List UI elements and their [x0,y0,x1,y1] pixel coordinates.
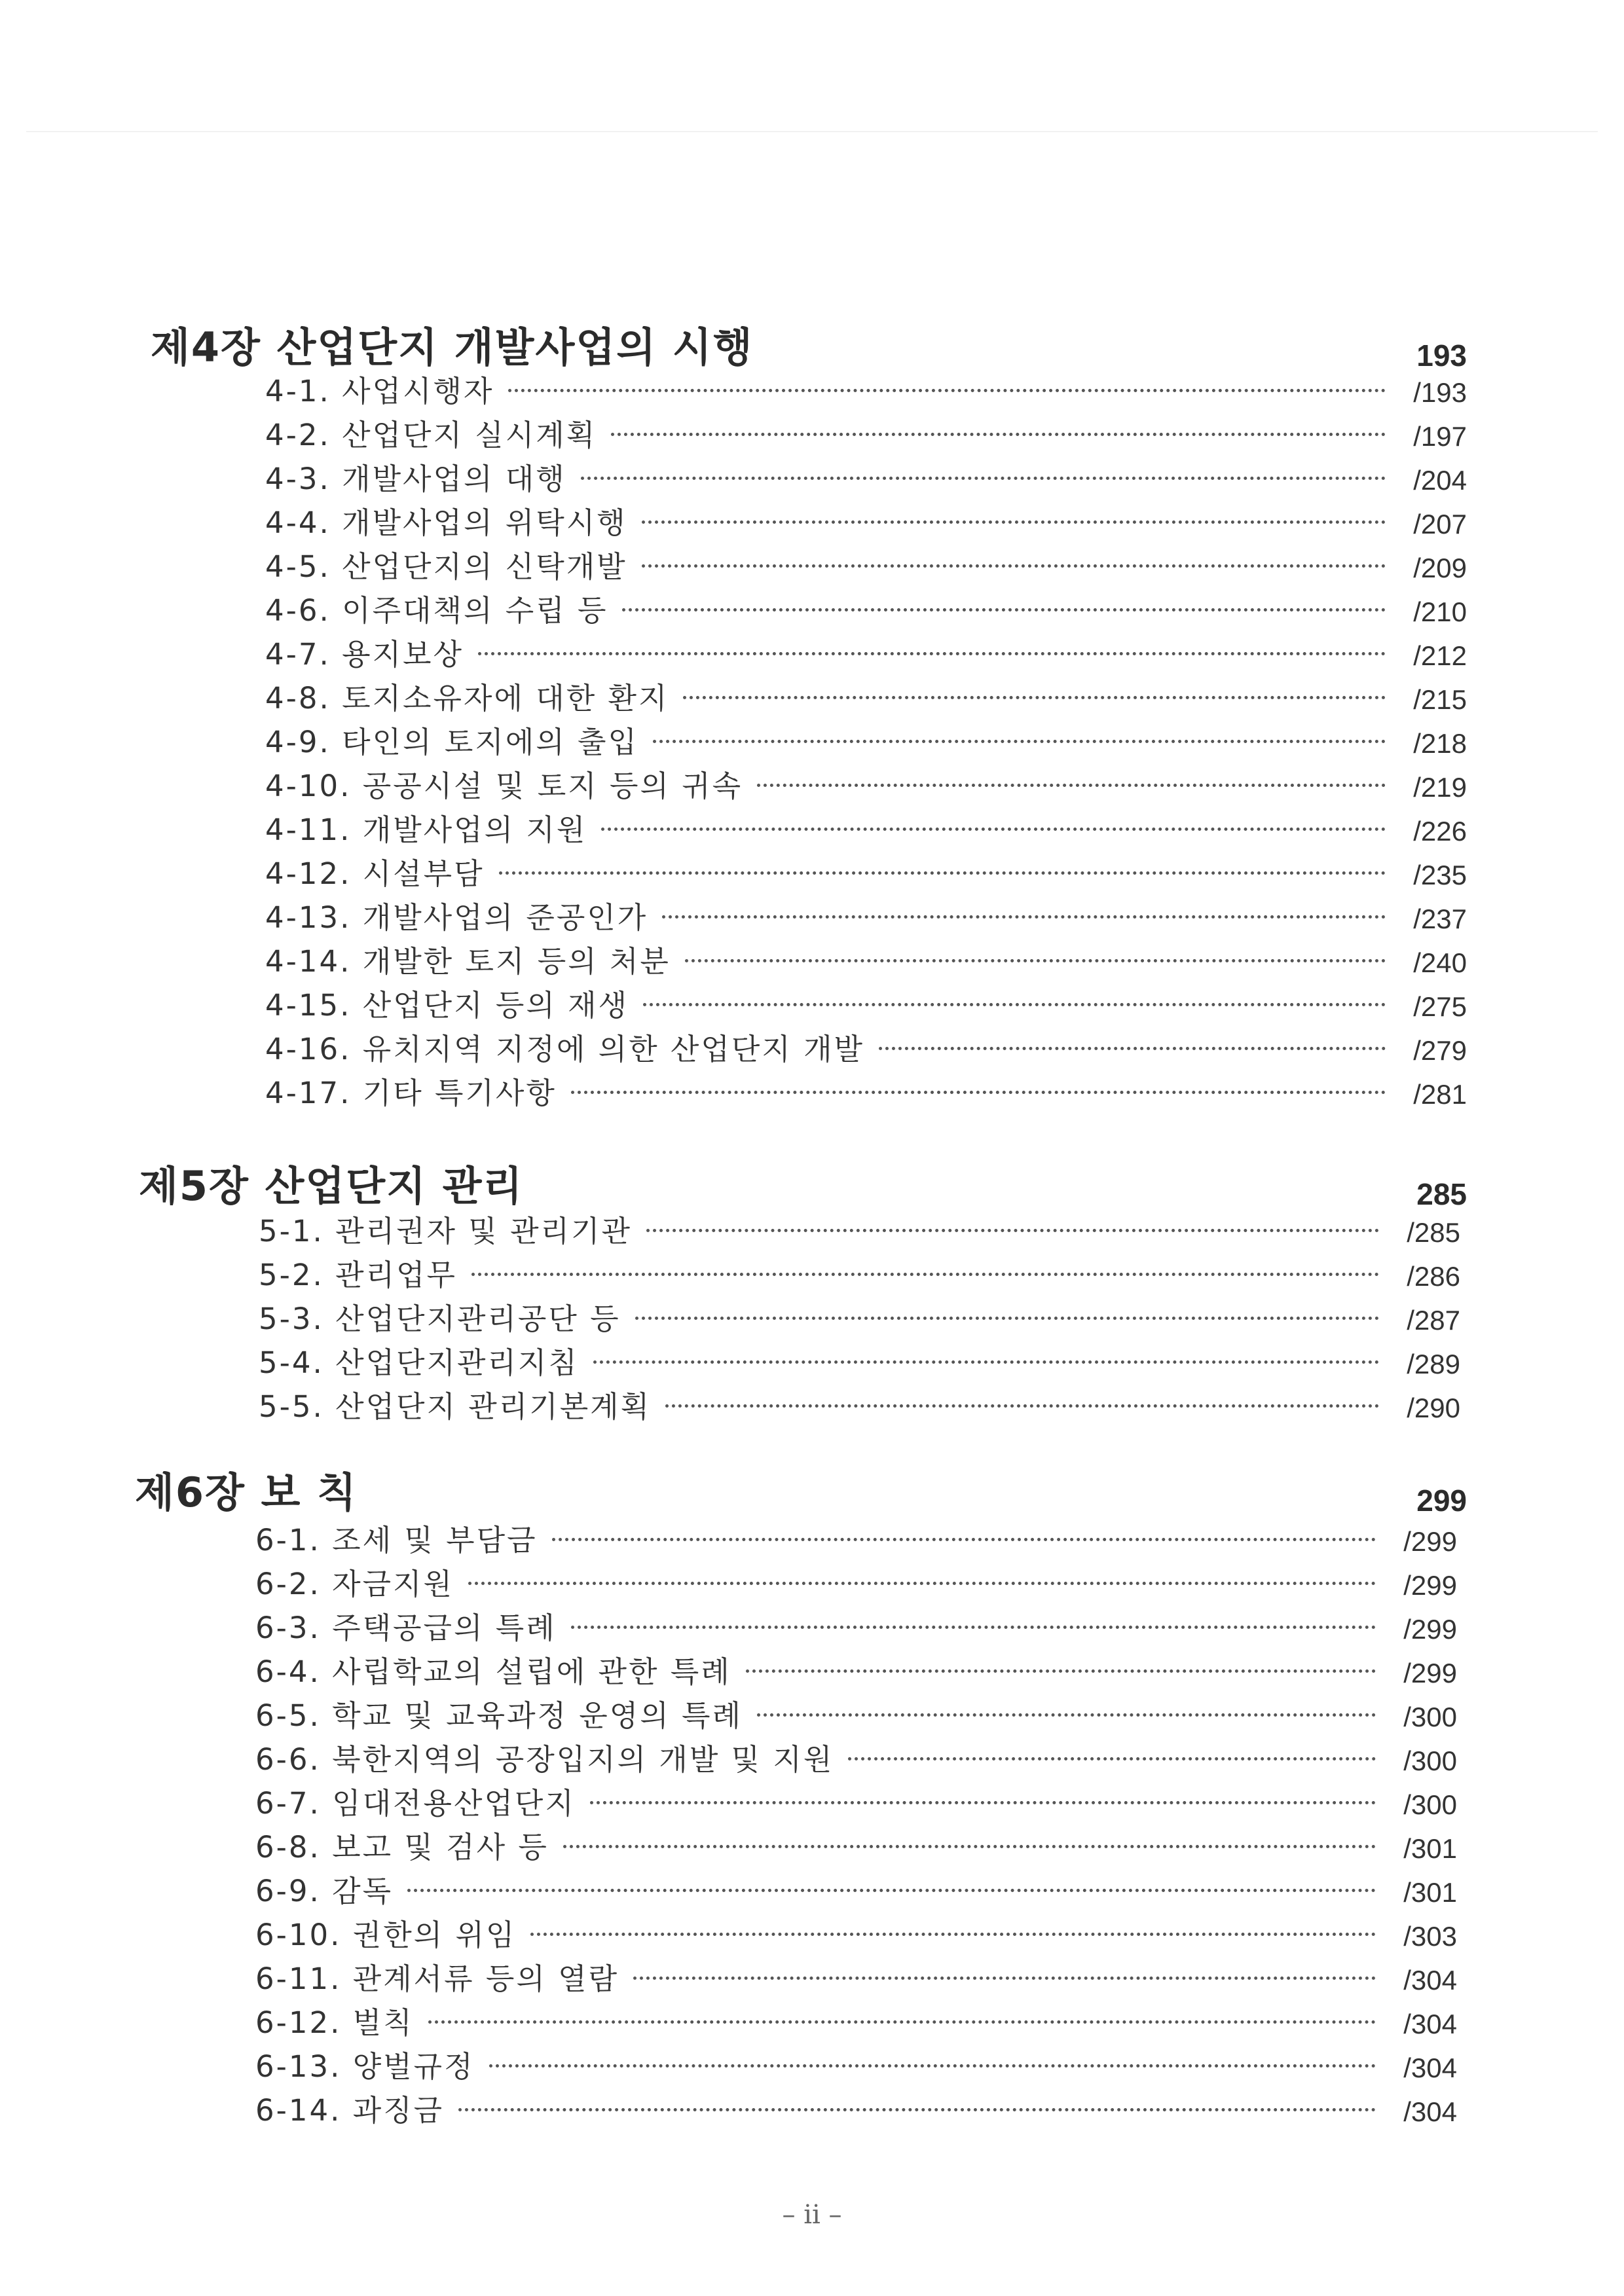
entry-page-number: /212 [1413,640,1467,671]
entry-page-number: /301 [1403,1833,1457,1864]
dot-leader [478,652,1386,655]
entry-page-number: /300 [1403,1745,1457,1776]
entry-page-number: /197 [1413,421,1467,452]
entry-label: 4-9. 타인의 토지에의 출입 [265,724,638,759]
entry-page-number: /289 [1407,1349,1460,1379]
entry-page-number: /304 [1403,2052,1457,2083]
dot-leader [468,1582,1376,1585]
dot-leader [407,1889,1376,1892]
entry-label: 4-17. 기타 특기사항 [265,1075,557,1110]
toc-entry [265,805,1467,848]
toc-entry [265,1025,1467,1068]
chapter-page-number: 193 [1416,338,1467,373]
entry-label: 6-1. 조세 및 부담금 [255,1522,538,1558]
chapter-title: 제6장 보 칙 [135,1468,358,1516]
entry-page-number: /285 [1407,1217,1460,1248]
entry-page-number: /286 [1407,1261,1460,1292]
entry-label: 4-15. 산업단지 등의 재생 [265,987,629,1023]
toc-entry [255,1823,1457,1866]
toc-entry [265,542,1467,585]
dot-leader [643,1003,1386,1006]
entry-page-number: /210 [1413,596,1467,627]
entry-page-number: /193 [1413,377,1467,408]
entry-label: 4-12. 시설부담 [265,856,485,891]
toc-entry [255,1647,1457,1690]
entry-label: 4-16. 유치지역 지정에 의한 산업단지 개발 [265,1031,865,1066]
entry-label: 4-6. 이주대책의 수립 등 [265,592,608,628]
toc-entry [255,1516,1457,1559]
entry-label: 6-5. 학교 및 교육과정 운영의 특례 [255,1698,743,1733]
chapter-title: 제5장 산업단지 관리 [139,1161,524,1210]
dot-leader [653,740,1386,743]
entry-page-number: /287 [1407,1305,1460,1336]
toc-entry [255,1867,1457,1910]
toc-entry [265,761,1467,805]
toc-entry [265,498,1467,541]
dot-leader [622,608,1386,611]
toc-entry [265,893,1467,936]
chapter-heading [151,314,754,373]
entry-page-number: /290 [1407,1393,1460,1423]
dot-leader [552,1538,1376,1541]
entry-label: 4-13. 개발사업의 준공인가 [265,900,648,935]
entry-label: 5-5. 산업단지 관리기본계획 [259,1389,652,1424]
dot-leader [662,915,1386,919]
entry-page-number: /303 [1403,1921,1457,1952]
entry-label: 6-14. 과징금 [255,2092,445,2128]
dot-leader [848,1757,1376,1760]
entry-page-number: /304 [1403,1965,1457,1995]
entry-label: 4-7. 용지보상 [265,636,464,672]
entry-page-number: /304 [1403,2009,1457,2039]
toc-entry [255,1691,1457,1734]
toc-entry [265,630,1467,673]
entry-label: 6-9. 감독 [255,1873,394,1908]
dot-leader [633,1977,1376,1980]
entry-page-number: /226 [1413,816,1467,847]
entry-page-number: /218 [1413,728,1467,759]
dot-leader [428,2020,1376,2024]
entry-page-number: /204 [1413,465,1467,496]
toc-entry [265,586,1467,629]
entry-page-number: /300 [1403,1702,1457,1732]
chapter-heading [139,1153,523,1212]
entry-label: 6-11. 관계서류 등의 열람 [255,1961,619,1996]
entry-page-number: /300 [1403,1789,1457,1820]
entry-label: 5-4. 산업단지관리지침 [259,1345,579,1380]
entry-page-number: /299 [1403,1658,1457,1688]
dot-leader [530,1933,1376,1936]
dot-leader [642,520,1386,524]
dot-leader [593,1360,1379,1364]
dot-leader [563,1845,1376,1848]
dot-leader [611,433,1386,436]
dot-leader [571,1091,1386,1094]
toc-entry [255,1779,1457,1822]
entry-label: 6-3. 주택공급의 특례 [255,1610,557,1645]
entry-page-number: /207 [1413,509,1467,539]
entry-label: 4-11. 개발사업의 지원 [265,812,587,847]
toc-entry [255,2086,1457,2129]
toc-entry [265,454,1467,498]
entry-label: 6-7. 임대전용산업단지 [255,1785,576,1821]
dot-leader [757,784,1386,787]
toc-entry [259,1250,1460,1294]
toc-entry [255,1559,1457,1603]
chapter-page-number: 299 [1416,1484,1467,1518]
dot-leader [508,389,1386,392]
toc-entry [259,1338,1460,1381]
dot-leader [590,1801,1376,1804]
entry-page-number: /219 [1413,772,1467,803]
entry-page-number: /215 [1413,684,1467,715]
entry-page-number: /299 [1403,1614,1457,1645]
dot-leader [665,1404,1379,1408]
toc-entry [265,718,1467,761]
entry-label: 6-13. 양벌규정 [255,2049,475,2084]
entry-label: 4-1. 사업시행자 [265,373,494,409]
entry-label: 4-5. 산업단지의 신탁개발 [265,549,627,584]
toc-entry [265,937,1467,980]
toc-entry [255,1735,1457,1778]
entry-page-number: /304 [1403,2096,1457,2127]
toc-entry [265,849,1467,892]
entry-label: 4-14. 개발한 토지 등의 처분 [265,943,671,979]
entry-label: 6-8. 보고 및 검사 등 [255,1829,549,1865]
dot-leader [571,1626,1376,1629]
dot-leader [646,1229,1379,1232]
dot-leader [601,828,1386,831]
entry-page-number: /279 [1413,1035,1467,1066]
dot-leader [635,1317,1379,1320]
entry-label: 4-8. 토지소유자에 대한 환지 [265,680,669,716]
toc-entry [255,1910,1457,1954]
chapter-page-number: 285 [1416,1177,1467,1211]
toc-entry [265,981,1467,1024]
entry-label: 4-10. 공공시설 및 토지 등의 귀속 [265,768,743,803]
entry-label: 6-10. 권한의 위임 [255,1917,517,1952]
entry-label: 6-12. 벌칙 [255,2005,414,2040]
dot-leader [499,871,1386,875]
entry-page-number: /299 [1403,1526,1457,1557]
toc-entry [259,1207,1460,1250]
dot-leader [458,2108,1376,2111]
entry-page-number: /301 [1403,1877,1457,1908]
toc-entry [265,367,1467,410]
toc-entry [265,674,1467,717]
chapter-title: 제4장 산업단지 개발사업의 시행 [151,323,754,371]
dot-leader [489,2064,1376,2068]
toc-entry [259,1382,1460,1425]
dot-leader [581,477,1386,480]
entry-label: 4-4. 개발사업의 위탁시행 [265,505,627,540]
entry-label: 6-2. 자금지원 [255,1566,454,1601]
entry-page-number: /209 [1413,553,1467,583]
toc-entry [265,1068,1467,1112]
entry-label: 5-1. 관리권자 및 관리기관 [259,1213,632,1248]
entry-label: 6-4. 사립학교의 설립에 관한 특례 [255,1654,731,1689]
dot-leader [879,1047,1386,1050]
entry-page-number: /281 [1413,1079,1467,1110]
dot-leader [746,1669,1376,1673]
entry-label: 5-3. 산업단지관리공단 등 [259,1301,621,1336]
entry-label: 6-6. 북한지역의 공장입지의 개발 및 지원 [255,1741,834,1777]
toc-entry [265,410,1467,454]
entry-page-number: /275 [1413,991,1467,1022]
toc-entry [255,1998,1457,2041]
page-number-footer: – ii – [782,2200,842,2230]
dot-leader [642,564,1386,568]
toc-entry [259,1294,1460,1338]
entry-page-number: /237 [1413,903,1467,934]
entry-label: 4-2. 산업단지 실시계획 [265,417,597,452]
dot-leader [683,696,1386,699]
entry-label: 5-2. 관리업무 [259,1257,457,1292]
entry-page-number: /240 [1413,947,1467,978]
chapter-heading [135,1459,358,1518]
dot-leader [471,1273,1379,1276]
dot-leader [757,1713,1376,1717]
toc-entry [255,1603,1457,1647]
entry-page-number: /235 [1413,860,1467,890]
toc-entry [255,1954,1457,1997]
toc-entry [255,2042,1457,2085]
dot-leader [685,959,1386,962]
entry-page-number: /299 [1403,1570,1457,1601]
entry-label: 4-3. 개발사업의 대행 [265,461,566,496]
